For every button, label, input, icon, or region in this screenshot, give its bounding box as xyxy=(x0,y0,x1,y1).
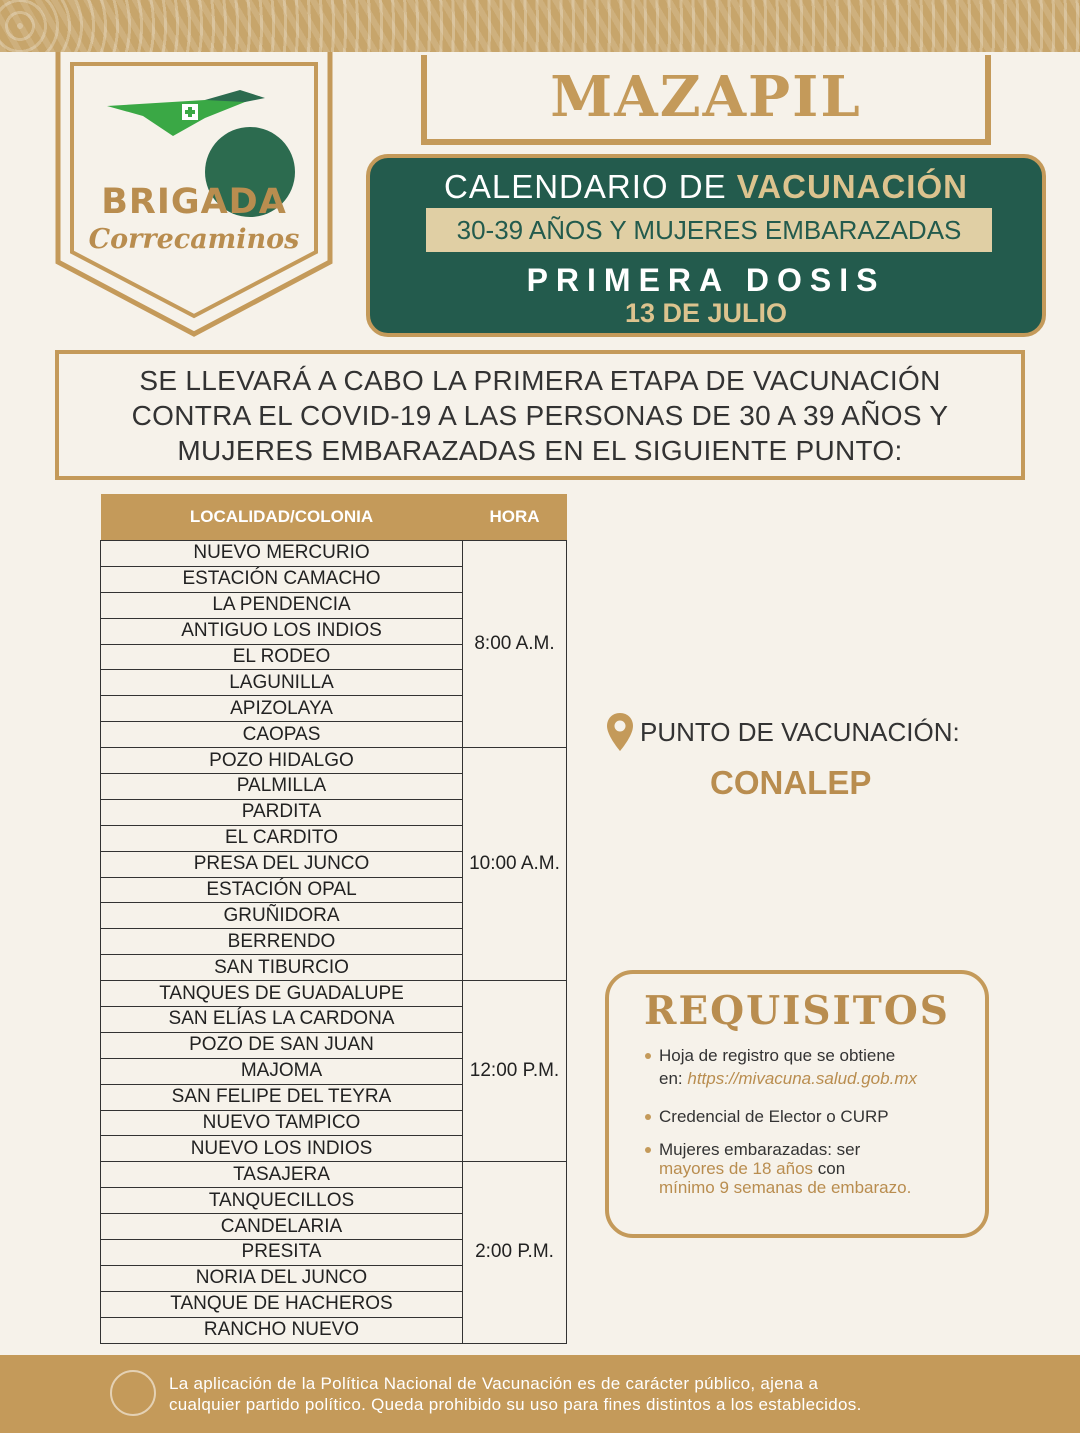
punto-name: CONALEP xyxy=(710,764,872,801)
table-row xyxy=(101,1162,567,1188)
req-item-3-weeks: mínimo 9 semanas de embarazo. xyxy=(659,1178,912,1197)
localidad-cell: EL CARDITO xyxy=(101,825,463,851)
intro-line-1: SE LLEVARÁ A CABO LA PRIMERA ETAPA DE VACUNACIÓN xyxy=(139,364,941,396)
hora-cell: 8:00 A.M. xyxy=(463,541,567,748)
localidad-cell: APIZOLAYA xyxy=(101,696,463,722)
req-item-3-text: Mujeres embarazadas: ser xyxy=(659,1140,861,1159)
intro-line-3: MUJERES EMBARAZADAS EN EL SIGUIENTE PUNTO: xyxy=(177,434,903,466)
table-header-row xyxy=(101,494,567,540)
localidad-cell: TANQUECILLOS xyxy=(101,1188,463,1214)
vaccination-date: 13 DE JULIO xyxy=(624,298,788,328)
vaccination-point xyxy=(606,712,1006,802)
req-item-1-text: Hoja de registro que se obtiene xyxy=(659,1046,896,1065)
roadrunner-icon xyxy=(55,52,333,192)
localidad-cell: SAN ELÍAS LA CARDONA xyxy=(101,1007,463,1033)
government-seal-icon xyxy=(110,1370,156,1416)
registration-link[interactable]: https://mivacuna.salud.gob.mx xyxy=(687,1069,917,1088)
localidad-cell: LAGUNILLA xyxy=(101,670,463,696)
localidad-cell: GRUÑIDORA xyxy=(101,903,463,929)
localidad-cell: CANDELARIA xyxy=(101,1214,463,1240)
localidad-cell: TANQUES DE GUADALUPE xyxy=(101,981,463,1007)
localidad-cell: CAOPAS xyxy=(101,722,463,748)
localidad-cell: MAJOMA xyxy=(101,1058,463,1084)
intro-line-2: CONTRA EL COVID-19 A LAS PERSONAS DE 30 A 39 AÑOS Y xyxy=(131,399,949,431)
table-row xyxy=(101,541,567,567)
localidad-cell: NORIA DEL JUNCO xyxy=(101,1265,463,1291)
req-item-3-age: mayores de 18 años xyxy=(659,1159,814,1178)
brigada-badge xyxy=(55,52,333,337)
localidad-cell: NUEVO MERCURIO xyxy=(101,541,463,567)
top-decorative-band xyxy=(0,0,1080,52)
localidad-cell: ESTACIÓN OPAL xyxy=(101,877,463,903)
punto-label: PUNTO DE VACUNACIÓN: xyxy=(640,716,960,747)
localidad-cell: ANTIGUO LOS INDIOS xyxy=(101,618,463,644)
intro-text xyxy=(132,363,949,468)
requisitos-box xyxy=(605,970,989,1238)
localidad-cell: PRESITA xyxy=(101,1240,463,1266)
col-hora-header: HORA xyxy=(463,494,567,540)
localidad-cell: SAN FELIPE DEL TEYRA xyxy=(101,1084,463,1110)
calendar-box xyxy=(366,154,1046,337)
localidad-cell: PRESA DEL JUNCO xyxy=(101,851,463,877)
localidad-cell: NUEVO TAMPICO xyxy=(101,1110,463,1136)
list-item xyxy=(645,1140,975,1197)
localidad-cell: EL RODEO xyxy=(101,644,463,670)
req-item-1-prefix: en: xyxy=(659,1069,688,1088)
municipio-box xyxy=(421,55,991,145)
map-pin-icon xyxy=(606,712,634,752)
target-group: 30-39 AÑOS Y MUJERES EMBARAZADAS xyxy=(426,208,992,252)
footer-disclaimer xyxy=(169,1373,1049,1415)
localidad-cell: NUEVO LOS INDIOS xyxy=(101,1136,463,1162)
localidad-cell: LA PENDENCIA xyxy=(101,592,463,618)
hora-cell: 10:00 A.M. xyxy=(463,748,567,981)
table-row xyxy=(101,748,567,774)
col-localidad-header: LOCALIDAD/COLONIA xyxy=(101,494,463,540)
brigada-subtitle: Correcaminos xyxy=(88,224,300,255)
list-item xyxy=(645,1046,975,1093)
municipio-title: MAZAPIL xyxy=(550,64,862,130)
localidad-cell: SAN TIBURCIO xyxy=(101,955,463,981)
footer-line-2: cualquier partido político. Queda prohibido su uso para fines distintos a los establecidos. xyxy=(169,1395,862,1414)
hora-cell: 12:00 P.M. xyxy=(463,981,567,1162)
calendar-title-a: CALENDARIO DE xyxy=(444,168,737,205)
localidad-cell: POZO HIDALGO xyxy=(101,748,463,774)
requisitos-title: REQUISITOS xyxy=(644,988,950,1034)
intro-box xyxy=(55,350,1025,480)
localidad-cell: PARDITA xyxy=(101,799,463,825)
dose-label: PRIMERA DOSIS xyxy=(526,262,886,298)
localidad-cell: RANCHO NUEVO xyxy=(101,1317,463,1343)
requisitos-list xyxy=(645,1046,975,1211)
localidad-cell: PALMILLA xyxy=(101,774,463,800)
schedule-table xyxy=(100,494,567,1344)
table-row xyxy=(101,981,567,1007)
localidad-cell: BERRENDO xyxy=(101,929,463,955)
hora-cell: 2:00 P.M. xyxy=(463,1162,567,1343)
schedule-body xyxy=(101,541,567,1344)
punto-label-row xyxy=(606,712,1006,752)
calendar-title xyxy=(370,168,1042,206)
footer-line-1: La aplicación de la Política Nacional de Vacunación es de carácter público, ajena a xyxy=(169,1374,819,1393)
localidad-cell: ESTACIÓN CAMACHO xyxy=(101,566,463,592)
list-item xyxy=(645,1107,975,1126)
req-item-2-text: Credencial de Elector o CURP xyxy=(659,1107,889,1126)
brigada-title: BRIGADA xyxy=(101,182,287,222)
localidad-cell: TASAJERA xyxy=(101,1162,463,1188)
req-item-3-con: con xyxy=(813,1159,846,1178)
localidad-cell: TANQUE DE HACHEROS xyxy=(101,1291,463,1317)
localidad-cell: POZO DE SAN JUAN xyxy=(101,1032,463,1058)
calendar-title-b: VACUNACIÓN xyxy=(736,168,968,205)
